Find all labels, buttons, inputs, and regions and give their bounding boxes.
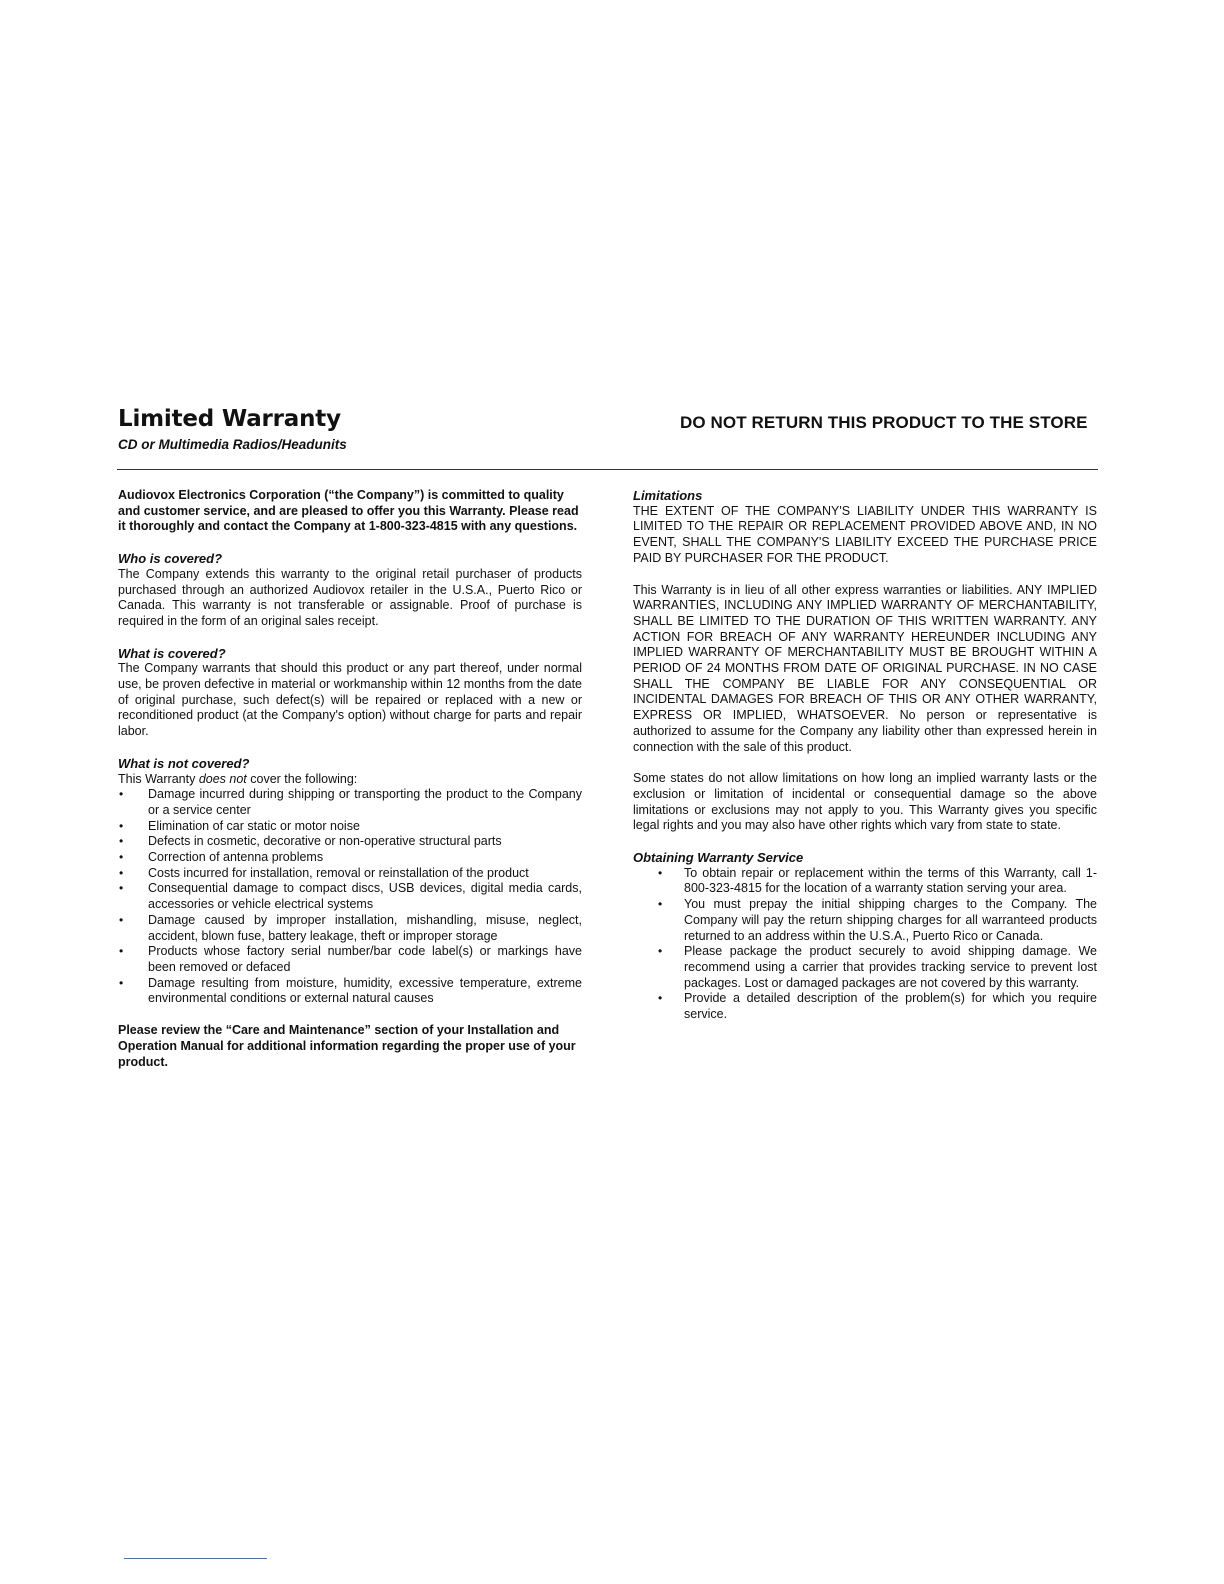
bullet-icon: • — [658, 865, 663, 880]
lieu-text: This Warranty is in lieu of all other express warranties or liabilities. ANY IMPLIED WARRANTIES, INCLUDING ANY IMPLIED WARRANTY OF MERCHANTABILITY, SHALL BE LIMITED TO THE DURATION OF THIS WRITTEN WARRANTY. ANY ACTION FOR BREACH OF ANY WARRANTY HEREUNDER INCLUDING ANY IMPLIED WARRANTY OF MERCHANTABILITY MUST BE BROUGHT WITHIN A PERIOD OF 24 MONTHS FROM DATE OF ORIGINAL PURCHASE. IN NO CASE SHALL THE COMPANY BE LIABLE FOR ANY CONSEQUENTIAL OR INCIDENTAL DAMAGES FOR BREACH OF THIS OR ANY OTHER WARRANTY, EXPRESS OR IMPLIED, WHATSOEVER. No person or representative is authorized to assume for the Company any liability other than expressed herein in connection with the sale of this product. — [633, 582, 1097, 754]
bullet-icon: • — [119, 865, 124, 880]
list-item: • Damage resulting from moisture, humidity, excessive temperature, extreme environmental conditions or external natural causes — [119, 975, 582, 1006]
bullet-icon: • — [119, 818, 124, 833]
bullet-icon: • — [119, 912, 124, 927]
not-covered-intro-post: cover the following: — [246, 771, 358, 786]
not-covered-intro-emphasis: does not — [198, 771, 247, 786]
bullet-icon: • — [119, 881, 124, 896]
not-covered-list — [118, 787, 582, 1007]
list-item: • Damage incurred during shipping or transporting the product to the Company or a service center — [119, 787, 582, 817]
bullet-icon: • — [119, 787, 124, 802]
list-item: • You must prepay the initial shipping charges to the Company. The Company will pay the return shipping charges for all warranteed products returned to an address within the U.S.A., Puerto Rico or Canada. — [658, 897, 1097, 943]
list-item: • Elimination of car static or motor noise — [119, 818, 360, 833]
list-item: • Correction of antenna problems — [119, 850, 324, 865]
bullet-icon: • — [658, 991, 663, 1006]
bullet-icon: • — [119, 850, 124, 865]
footer-line — [124, 1558, 267, 1559]
list-item: • Provide a detailed description of the problem(s) for which you require service. — [658, 991, 1097, 1022]
not-covered-intro-pre: This Warranty — [118, 771, 199, 786]
not-covered-heading: What is not covered? — [118, 755, 250, 771]
service-heading: Obtaining Warranty Service — [633, 850, 804, 866]
who-covered-text: The Company extends this warranty to the original retail purchaser of products purchased through an authorized Audiovox retailer in the U.S.A., Puerto Rico or Canada. This warranty is not transferable or assignable. Proof of purchase is required in the form of an original sales receipt. — [118, 566, 582, 628]
page-title: Limited Warranty — [118, 406, 341, 432]
list-item: • To obtain repair or replacement within the terms of this Warranty, call 1-800-323-4815 for the location of a warranty station serving your area. — [658, 865, 1097, 896]
header-divider — [117, 469, 1098, 470]
list-item: • Please package the product securely to avoid shipping damage. We recommend using a carrier that provides tracking service to prevent lost packages. Lost or damaged packages are not covered by this warranty. — [658, 944, 1097, 990]
limitations-heading: Limitations — [633, 488, 703, 503]
what-covered-text: The Company warrants that should this product or any part thereof, under normal use, be proven defective in material or workmanship within 12 months from the date of original purchase, such defect(s) will be repaired or replaced with a new or reconditioned product (at the Company's option) without charge for parts and repair labor. — [118, 661, 582, 739]
list-item: • Defects in cosmetic, decorative or non-operative structural parts — [119, 834, 502, 849]
what-covered-heading: What is covered? — [118, 645, 226, 661]
not-covered-intro — [118, 772, 582, 788]
bullet-icon: • — [119, 975, 124, 990]
states-text: Some states do not allow limitations on how long an implied warranty lasts or the exclusion or limitation of incidental or consequential damage so the above limitations or exclusions may not apply to you. This Warranty gives you specific legal rights and you may also have other rights which vary from state to state. — [633, 771, 1097, 833]
page-subtitle: CD or Multimedia Radios/Headunits — [118, 437, 347, 452]
who-covered-heading: Who is covered? — [118, 551, 223, 567]
bullet-icon: • — [658, 944, 663, 959]
service-list — [633, 866, 1097, 1023]
list-item: • Consequential damage to compact discs, USB devices, digital media cards, accessories or vehicle electrical systems — [119, 881, 582, 912]
intro-paragraph: Audiovox Electronics Corporation (“the Company”) is committed to quality and customer service, and are pleased to offer you this Warranty. Please read it thoroughly and contact the Company at 1-800-323-4815 with any questions. — [118, 488, 579, 534]
right-column — [633, 488, 1097, 1023]
left-column — [118, 488, 582, 1070]
closing-note: Please review the “Care and Maintenance” section of your Installation and Operation Manual for additional information regarding the proper use of your product. — [118, 1023, 576, 1069]
bullet-icon: • — [119, 834, 124, 849]
list-item: • Products whose factory serial number/bar code label(s) or markings have been removed or defaced — [119, 944, 582, 974]
limitations-text: THE EXTENT OF THE COMPANY'S LIABILITY UNDER THIS WARRANTY IS LIMITED TO THE REPAIR OR REPLACEMENT PROVIDED ABOVE AND, IN NO EVENT, SHALL THE COMPANY'S LIABILITY EXCEED THE PURCHASE PRICE PAID BY PURCHASER FOR THE PRODUCT. — [633, 503, 1097, 565]
store-notice: DO NOT RETURN THIS PRODUCT TO THE STORE — [680, 413, 1088, 432]
bullet-icon: • — [119, 944, 124, 959]
bullet-icon: • — [658, 897, 663, 912]
list-item: • Damage caused by improper installation, mishandling, misuse, neglect, accident, blown fuse, battery leakage, theft or improper storage — [119, 912, 582, 943]
list-item: • Costs incurred for installation, removal or reinstallation of the product — [119, 865, 529, 880]
